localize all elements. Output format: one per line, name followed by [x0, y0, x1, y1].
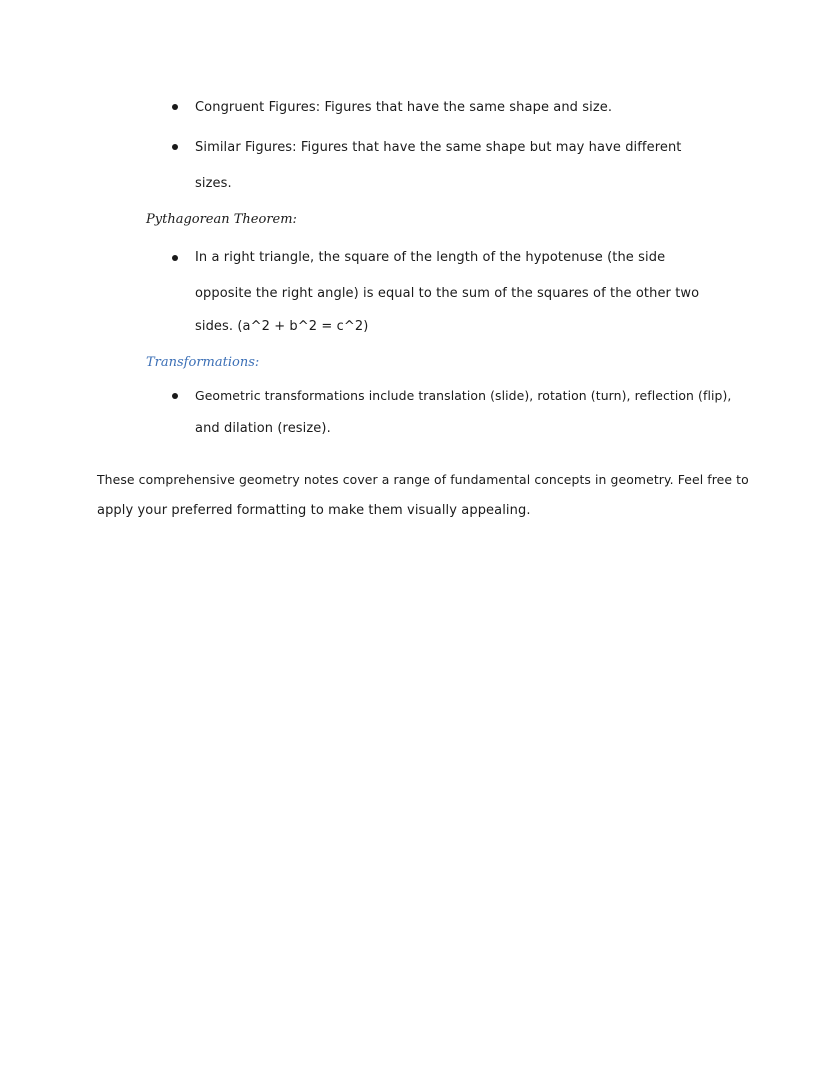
pythagorean-text-line1: In a right triangle, the square of the length of the hypotenuse (the side — [195, 250, 666, 265]
similar-figures-text-line2: sizes. — [195, 176, 232, 191]
bullet-marker — [172, 255, 178, 261]
similar-figures-text-line1: Similar Figures: Figures that have the same shape but may have different — [195, 140, 682, 155]
pythagorean-text-line2: opposite the right angle) is equal to the sum of the squares of the other two — [195, 286, 700, 301]
transformations-heading: Transformations: — [146, 355, 260, 370]
congruent-figures-text: Congruent Figures: Figures that have the same shape and size. — [195, 100, 613, 115]
transformations-text-line2: and dilation (resize). — [195, 421, 331, 436]
closing-paragraph-line2: apply your preferred formatting to make them visually appealing. — [97, 503, 531, 518]
pythagorean-heading: Pythagorean Theorem: — [146, 212, 297, 227]
bullet-marker — [172, 104, 178, 110]
pythagorean-text-line3: sides. (a^2 + b^2 = c^2) — [195, 319, 369, 334]
transformations-text-line1: Geometric transformations include translation (slide), rotation (turn), reflection (flip), — [195, 388, 732, 403]
bullet-marker — [172, 393, 178, 399]
bullet-marker — [172, 144, 178, 150]
closing-paragraph-line1: These comprehensive geometry notes cover a range of fundamental concepts in geometry. Feel free to — [97, 472, 749, 487]
